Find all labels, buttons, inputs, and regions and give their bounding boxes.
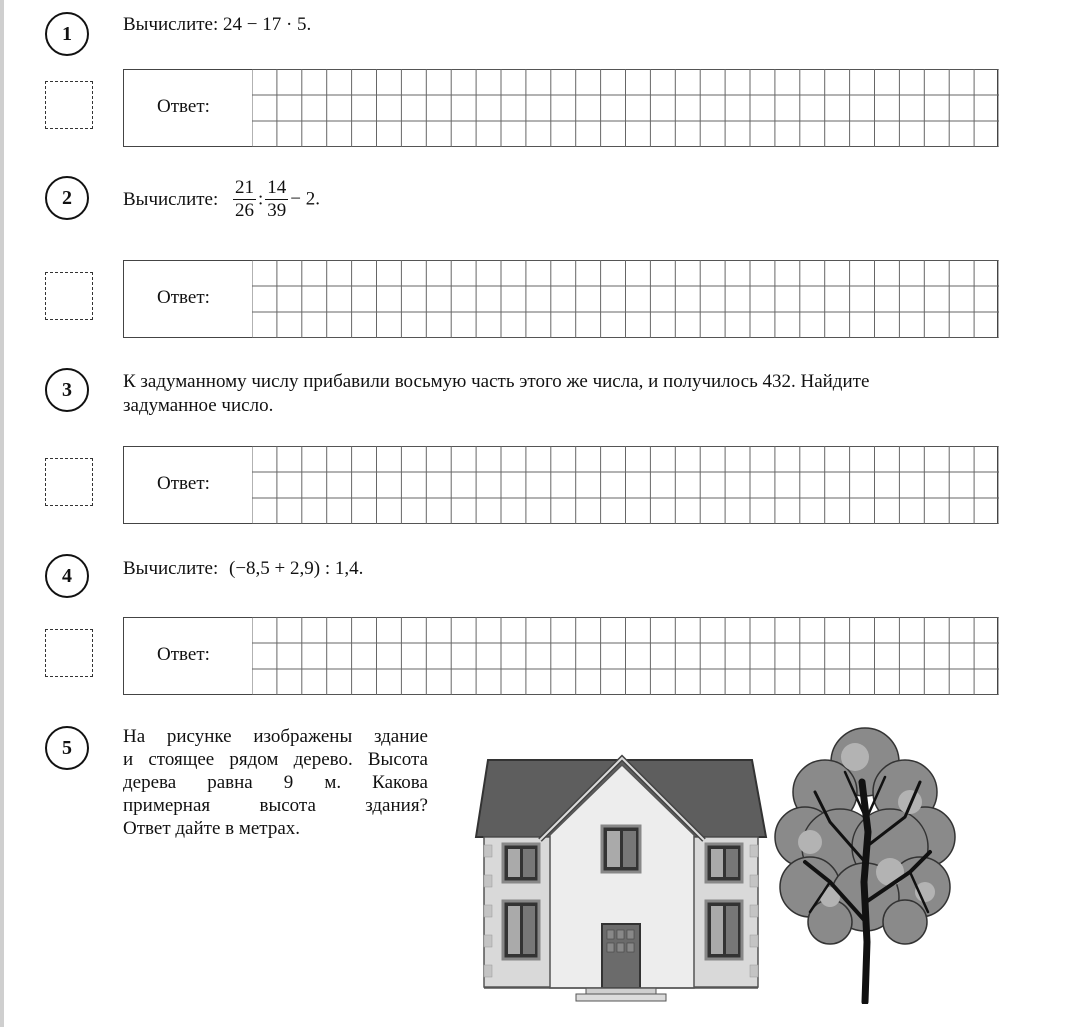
task-2-prefix: Вычислите: — [123, 188, 219, 210]
task-5-line — [123, 725, 428, 748]
task-3-answer-box[interactable] — [123, 446, 998, 524]
task-2-answer-box[interactable] — [123, 260, 998, 338]
task-number-1 — [45, 12, 89, 56]
task-2-tail: − 2. — [290, 188, 321, 210]
fraction-1-numerator: 21 — [235, 177, 255, 198]
word: стоящее — [148, 749, 215, 770]
task-number-2 — [45, 176, 89, 220]
house-illustration — [470, 740, 772, 1004]
task-5-line — [123, 748, 428, 771]
task-2-text — [123, 177, 320, 222]
word: равна — [207, 772, 253, 793]
word: 9 — [283, 772, 294, 793]
task-4-answer-box[interactable] — [123, 617, 998, 695]
word: Высота — [367, 749, 428, 770]
word: здания? — [365, 795, 428, 816]
word: дерево. — [293, 749, 353, 770]
word: примерная — [123, 795, 211, 816]
task-3-check-box — [45, 458, 93, 506]
task-5-line — [123, 817, 428, 840]
task-number-4 — [45, 554, 89, 598]
word: здание — [373, 726, 428, 747]
task-number-text: 4 — [62, 564, 72, 587]
tree-illustration — [770, 722, 960, 1004]
answer-grid — [252, 260, 999, 338]
word: изображены — [253, 726, 353, 747]
task-number-3 — [45, 368, 89, 412]
page-left-border — [0, 0, 4, 1027]
answer-label: Ответ: — [157, 473, 210, 494]
fraction-2 — [265, 177, 288, 222]
word: дерева — [123, 772, 177, 793]
word: высота — [259, 795, 316, 816]
task-number-text: 3 — [62, 378, 72, 401]
task-3-text — [123, 370, 998, 418]
task-4-text — [123, 557, 363, 581]
task-4-expression: (−8,5 + 2,9) : 1,4. — [229, 558, 364, 579]
task-number-text: 1 — [62, 22, 72, 45]
answer-label: Ответ: — [157, 287, 210, 308]
answer-grid — [252, 617, 999, 695]
word: На — [123, 726, 146, 747]
task-3-line-2: задуманное число. — [123, 395, 274, 416]
task-5-text — [123, 725, 428, 840]
task-2-check-box — [45, 272, 93, 320]
task-1-prefix: Вычислите: — [123, 14, 219, 35]
word: рисунке — [166, 726, 232, 747]
task-4-prefix: Вычислите: — [123, 558, 219, 579]
task-1-check-box — [45, 81, 93, 129]
answer-label: Ответ: — [157, 96, 210, 117]
task-5-line — [123, 771, 428, 794]
fraction-1 — [233, 177, 256, 222]
house-step-2 — [576, 994, 666, 1001]
fraction-2-numerator: 14 — [267, 177, 287, 198]
task-number-text: 5 — [62, 736, 72, 759]
task-4-check-box — [45, 629, 93, 677]
answer-grid — [252, 446, 999, 524]
task-5-line — [123, 794, 428, 817]
task-1-answer-box[interactable] — [123, 69, 998, 147]
word: и — [123, 749, 134, 770]
word: рядом — [229, 749, 279, 770]
fraction-1-denominator: 26 — [235, 200, 255, 221]
house-step-1 — [586, 988, 656, 994]
answer-grid — [252, 69, 999, 147]
task-1-text — [123, 13, 311, 37]
answer-label: Ответ: — [157, 644, 210, 665]
division-sign: : — [258, 188, 264, 210]
task-1-expression: 24 − 17 · 5. — [223, 14, 312, 35]
task-3-line-1: К задуманному числу прибавили восьмую часть этого же числа, и получилось 432. Найдите — [123, 371, 870, 392]
word: Ответ дайте в метрах. — [123, 818, 301, 839]
fraction-2-denominator: 39 — [267, 200, 287, 221]
word: Какова — [372, 772, 428, 793]
word: м. — [324, 772, 342, 793]
task-number-5 — [45, 726, 89, 770]
task-number-text: 2 — [62, 186, 72, 209]
